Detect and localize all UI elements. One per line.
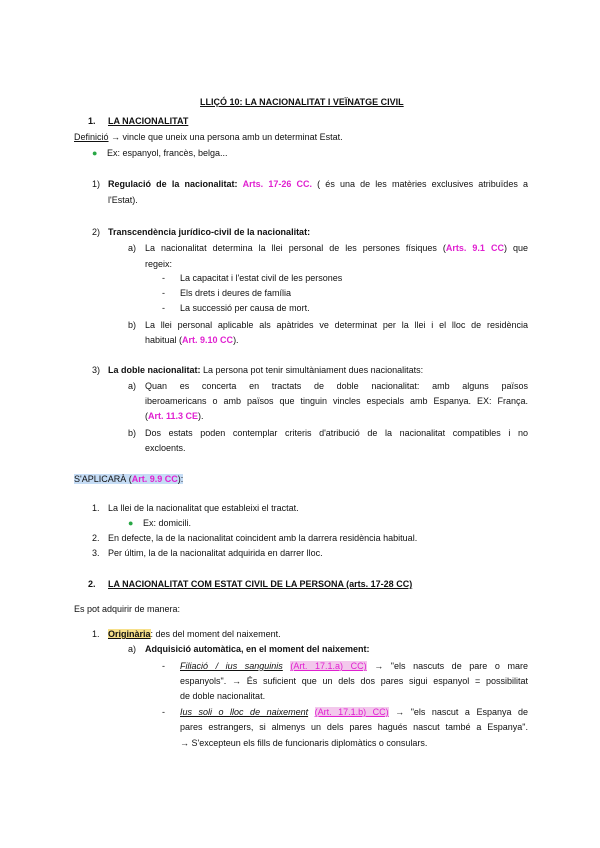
point-3a-line1: Quan es concerta en tractats de doble nacionalitat: amb alguns països [145, 381, 528, 391]
aplicara-num-3: 3. [92, 548, 100, 558]
point-1-text: ( és una de les matèries exclusives atribuïdes a [317, 179, 528, 189]
definition-line [74, 131, 343, 143]
soli-line3: → S'excepteun els fills de funcionaris diplomàtics o consulars. [180, 738, 428, 748]
list-item: La llei de la nacionalitat que estableixi el tractat. [108, 503, 299, 513]
filiacio-line2: espanyols". → És suficient que un dels dos pares sigui espanyol = possibilitat [180, 676, 528, 686]
soli-term: Ius soli o lloc de naixement [180, 707, 309, 717]
point-2a-ref: Arts. 9.1 CC [445, 243, 504, 253]
point-1-title: Regulació de la nacionalitat: [108, 179, 238, 189]
section-2-number: 2. [88, 579, 96, 589]
soli-line1 [180, 706, 528, 718]
point-2b-line2 [145, 334, 239, 346]
dash-3: - [162, 303, 165, 313]
filiacio-line1 [180, 660, 528, 672]
originaria-number: 1. [92, 629, 100, 639]
aplicara-heading [74, 473, 183, 485]
filiacio-text: → "els nascuts de pare o mare [366, 661, 528, 671]
point-1-number: 1) [92, 179, 101, 189]
soli-ref: (Art. 17.1.b) CC) [314, 707, 389, 717]
adquisicio-title: Adquisició automàtica, en el moment del naixement: [145, 644, 370, 654]
list-item: La capacitat i l'estat civil de les persones [180, 273, 343, 283]
point-3b-line2: excloents. [145, 443, 186, 453]
point-3-text: La persona pot tenir simultàniament dues nacionalitats: [200, 365, 424, 375]
soli-text: → "els nascut a Espanya de [388, 707, 528, 717]
aplicara-num-2: 2. [92, 533, 100, 543]
aplicara-bullet [128, 517, 191, 529]
point-2a-text: La nacionalitat determina la llei personal de les persones físiques ( [145, 243, 446, 253]
point-3b-letter: b) [128, 428, 137, 438]
point-1-line2: l'Estat). [108, 195, 138, 205]
filiacio-dash: - [162, 661, 165, 671]
list-item: Per últim, la de la nacionalitat adquirida en darrer lloc. [108, 548, 323, 558]
section-1-number: 1. [88, 116, 96, 126]
adquisicio-letter: a) [128, 644, 137, 654]
point-1-line1 [108, 178, 528, 190]
point-2a-letter: a) [128, 243, 137, 253]
point-3b-line1: Dos estats poden contemplar criteris d'atribució de la nacionalitat compatibles i no [145, 428, 528, 438]
point-2b-line1: La llei personal aplicable als apàtrides ve determinat per la llei i el lloc de residència [145, 320, 528, 330]
definition-text: → vincle que uneix una persona amb un determinat Estat. [108, 132, 343, 142]
point-2a-line1 [145, 242, 528, 254]
list-item: En defecte, la de la nacionalitat coincident amb la darrera residència habitual. [108, 533, 418, 543]
bullet-dot-icon: ● [128, 518, 134, 528]
dash-1: - [162, 273, 165, 283]
aplicara-ref: Art. 9.9 CC [131, 474, 178, 484]
point-1-ref: Arts. 17-26 CC. [242, 179, 312, 189]
point-2b-ref: Art. 9.10 CC [182, 335, 234, 345]
filiacio-ref: (Art. 17.1.a) CC) [290, 661, 367, 671]
aplicara-num-1: 1. [92, 503, 100, 513]
list-item: La successió per causa de mort. [180, 303, 310, 313]
point-3-line [108, 364, 423, 376]
examples-text: Ex: espanyol, francès, belga... [106, 148, 228, 158]
aplicara-label: S'APLICARÀ (Art. 9.9 CC): [74, 474, 184, 484]
point-3a-paren: ( [145, 411, 148, 421]
section-2-heading: LA NACIONALITAT COM ESTAT CIVIL DE LA PERSONA (arts. 17-28 CC) [108, 579, 413, 589]
list-item: Els drets i deures de família [180, 288, 292, 298]
point-3a-letter: a) [128, 381, 137, 391]
point-3-title: La doble nacionalitat: [108, 365, 201, 375]
point-3a-line2: iberoamericans o amb països que tinguin vincles especials amb Espanya. EX: França. [145, 396, 528, 406]
page-title: LLIÇÓ 10: LA NACIONALITAT I VEÏNATGE CIVIL [200, 97, 404, 107]
section-2-intro: Es pot adquirir de manera: [74, 604, 181, 614]
point-2-title: Transcendència jurídico-civil de la nacionalitat: [108, 227, 311, 237]
filiacio-term: Filiació / ius sanguinis [180, 661, 283, 671]
point-3a-end: ). [198, 411, 204, 421]
point-3a-ref: Art. 11.3 CE [148, 411, 199, 421]
definition-label: Definició [74, 132, 109, 142]
examples-bullet [92, 147, 228, 159]
filiacio-line3: de doble nacionalitat. [180, 691, 266, 701]
point-2a-line2: regeix: [145, 259, 173, 269]
point-2-number: 2) [92, 227, 101, 237]
originaria-text: : des del moment del naixement. [150, 629, 281, 639]
originaria-line [108, 628, 281, 640]
point-2b-letter: b) [128, 320, 137, 330]
originaria-term: Originària [108, 629, 151, 639]
soli-dash: - [162, 707, 165, 717]
point-2b-text: habitual ( [145, 335, 183, 345]
point-2a-text-end: ) que [503, 243, 528, 253]
point-2b-end: ). [233, 335, 239, 345]
dash-2: - [162, 288, 165, 298]
point-3-number: 3) [92, 365, 101, 375]
bullet-dot-icon: ● [92, 148, 98, 158]
section-1-heading: LA NACIONALITAT [108, 116, 189, 126]
aplicara-bullet-text: Ex: domicili. [142, 518, 191, 528]
point-3a-line3 [145, 410, 204, 422]
soli-line2: pares estrangers, si almenys un dels pares hagués nascut també a Espanya". [180, 722, 528, 732]
